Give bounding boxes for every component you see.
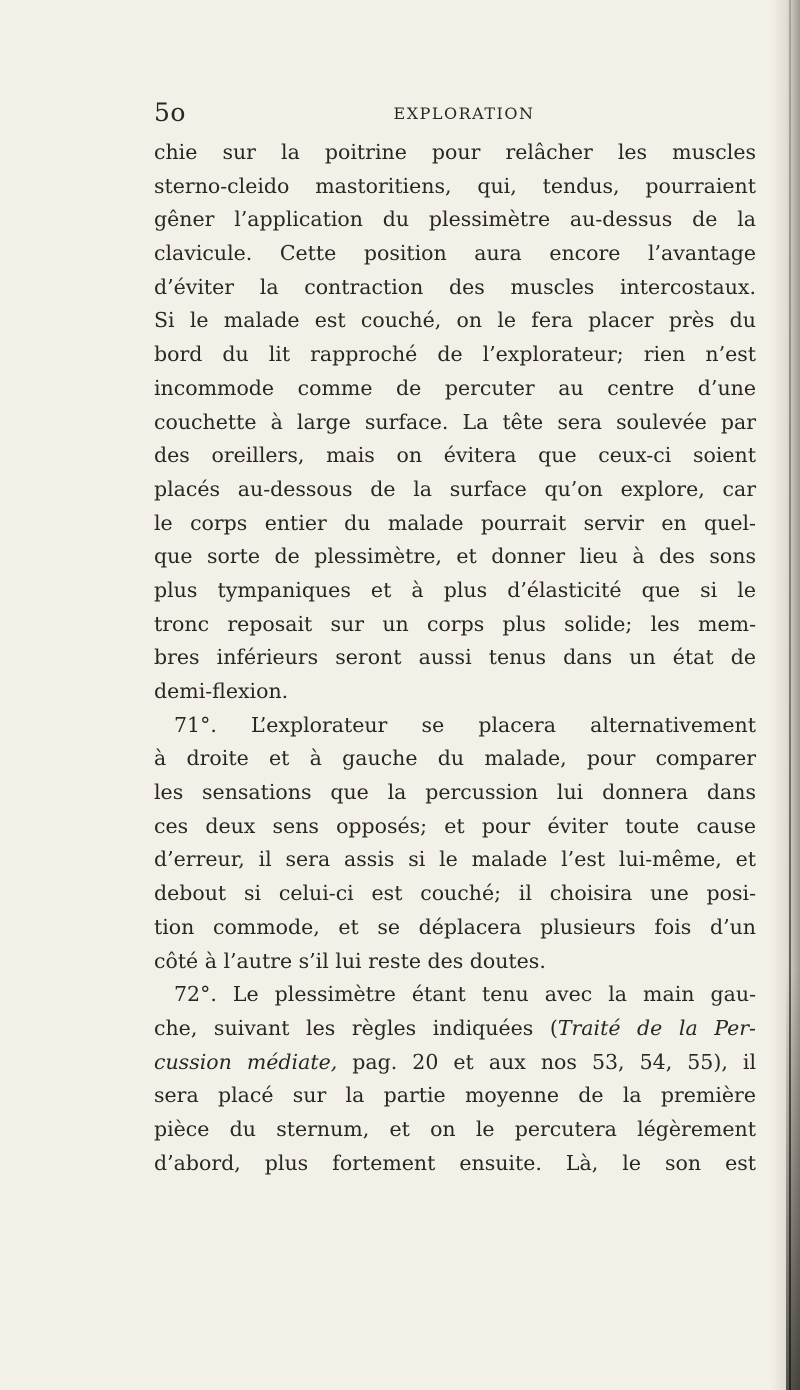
body-text xyxy=(154,136,756,1180)
page-edge-dark-corner xyxy=(786,970,800,1390)
text-line: plus tympaniques et à plus d’élasticité que si le xyxy=(154,577,756,602)
text-line: sterno-cleido mastoritiens, qui, tendus, pourraient xyxy=(154,173,756,198)
text-line: demi-flexion. xyxy=(154,679,289,703)
text-segment: pag. 20 et aux nos 53, 54, 55), il xyxy=(337,1049,756,1074)
text-line: sera placé sur la partie moyenne de la première xyxy=(154,1083,756,1108)
text-line: des oreillers, mais on évitera que ceux-ci soient xyxy=(154,443,756,468)
text-line: à droite et à gauche du malade, pour comparer xyxy=(154,746,756,771)
text-line: d’erreur, il sera assis si le malade l’est lui-même, et xyxy=(154,847,756,872)
text-line: côté à l’autre s’il lui reste des doutes. xyxy=(154,948,546,973)
header-title: EXPLORATION xyxy=(393,104,535,123)
text-line: bord du lit rapproché de l’explorateur; rien n’est xyxy=(154,342,756,367)
page-number: 5o xyxy=(154,98,186,127)
text-line: gêner l’application du plessimètre au-dessus de la xyxy=(154,207,756,232)
citation-title-italic: cussion médiate, xyxy=(154,1049,338,1074)
text-line: clavicule. Cette position aura encore l’avantage xyxy=(154,241,756,266)
citation-title-italic: Traité de la Per- xyxy=(557,1015,756,1040)
text-line-with-citation xyxy=(154,1012,756,1046)
running-header xyxy=(154,98,754,132)
paragraph-71-start: 71°. L’explorateur se placera alternativement xyxy=(174,712,756,737)
text-line: tion commode, et se déplacera plusieurs fois d’un xyxy=(154,914,756,939)
text-line: le corps entier du malade pourrait servir en quel- xyxy=(154,510,756,535)
text-line: bres inférieurs seront aussi tenus dans un état de xyxy=(154,645,756,670)
text-line: Si le malade est couché, on le fera placer près du xyxy=(154,308,756,333)
text-segment: che, suivant les règles indiquées ( xyxy=(154,1015,558,1040)
text-line: pièce du sternum, et on le percutera légèrement xyxy=(154,1116,756,1141)
text-line: chie sur la poitrine pour relâcher les muscles xyxy=(154,140,756,164)
text-line-with-citation xyxy=(154,1046,756,1080)
text-line: d’éviter la contraction des muscles intercostaux. xyxy=(154,274,756,299)
text-line: couchette à large surface. La tête sera soulevée par xyxy=(154,409,756,434)
text-line: les sensations que la percussion lui donnera dans xyxy=(154,780,756,805)
text-line: tronc reposait sur un corps plus solide; les mem- xyxy=(154,611,756,636)
text-line: debout si celui-ci est couché; il choisira une posi- xyxy=(154,881,756,906)
paragraph-72-start: 72°. Le plessimètre étant tenu avec la main gau- xyxy=(174,982,756,1007)
text-line: d’abord, plus fortement ensuite. Là, le son est xyxy=(154,1150,756,1175)
text-line: incommode comme de percuter au centre d’une xyxy=(154,375,756,400)
text-line: placés au-dessous de la surface qu’on explore, car xyxy=(154,476,756,501)
text-line: ces deux sens opposés; et pour éviter toute cause xyxy=(154,813,756,838)
text-line: que sorte de plessimètre, et donner lieu à des sons xyxy=(154,544,756,569)
